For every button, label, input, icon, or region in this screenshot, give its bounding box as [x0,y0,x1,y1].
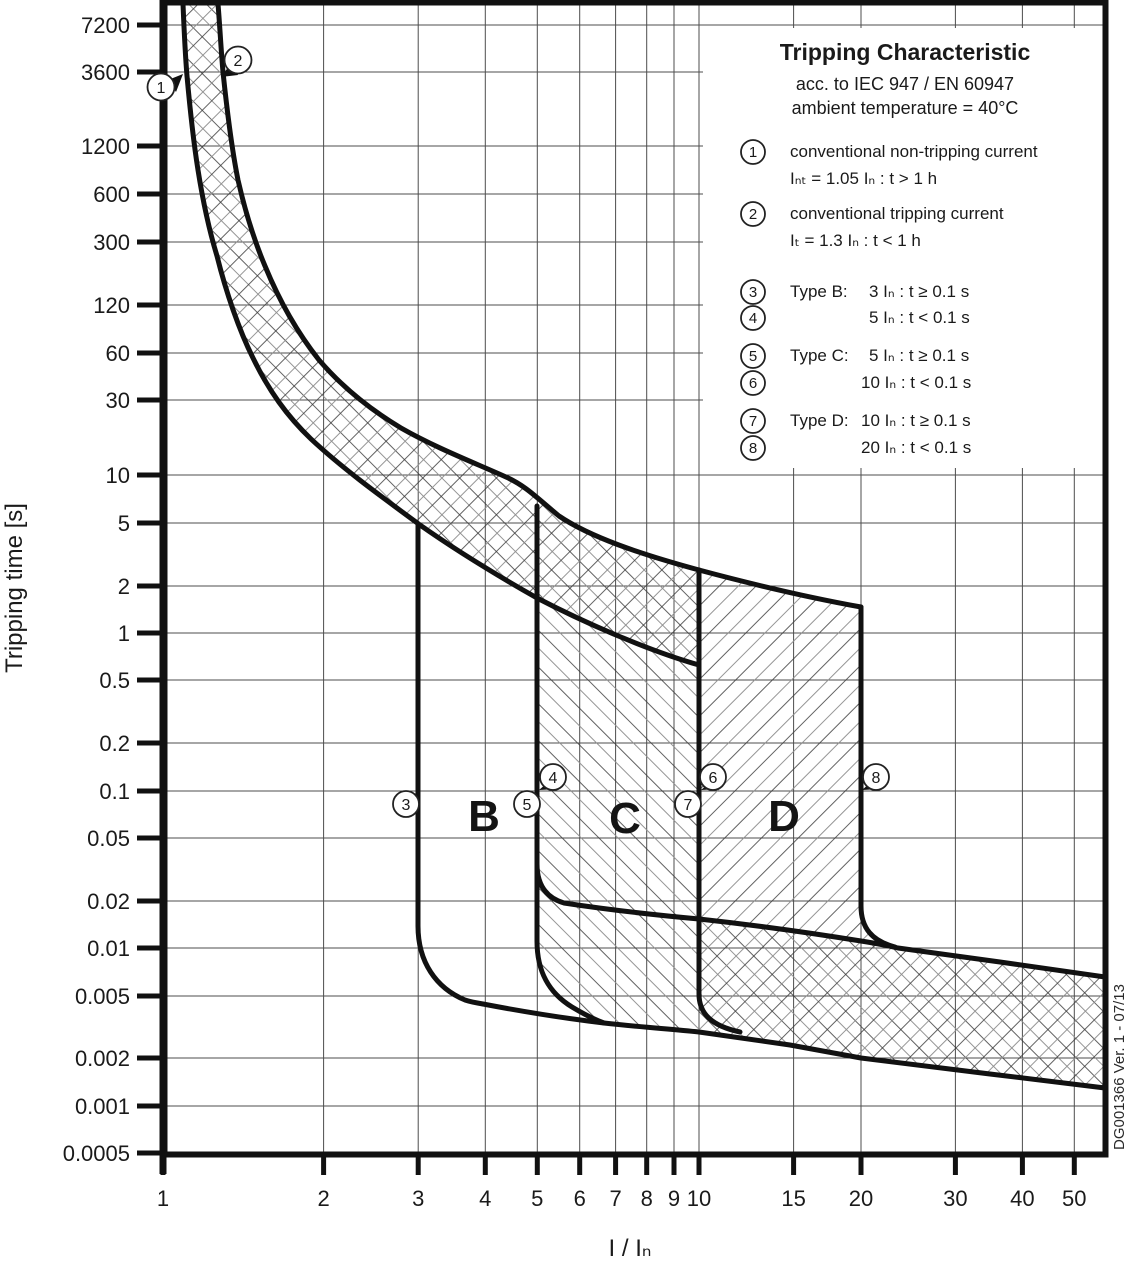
y-tick-label: 0.01 [87,936,130,961]
legend-type-d-spec-2: 20 Iₙ : t < 0.1 s [861,438,972,457]
x-tick-label: 2 [317,1186,330,1211]
x-tick-label: 15 [781,1186,806,1211]
x-tick-label: 1 [156,1186,170,1211]
legend-type-b-spec-2: 5 Iₙ : t < 0.1 s [869,308,970,327]
y-tick-label: 300 [93,230,130,255]
x-tick-label: 10 [686,1186,712,1211]
x-tick-label: 40 [1010,1186,1035,1211]
legend-num-4: 4 [748,310,758,327]
y-tick-label: 0.2 [99,731,130,756]
marker-7-num: 7 [683,797,693,814]
legend-type-b-label: Type B: [790,282,848,301]
legend-num-8: 8 [748,440,758,457]
y-tick-label: 0.0005 [62,1141,130,1166]
legend-num-6: 6 [748,375,758,392]
legend-type-c-label: Type C: [790,346,849,365]
legend-row-2-line-1: conventional tripping current [790,204,1004,223]
document-id-note: DG001366 Ver. 1 - 07/13 [1111,984,1128,1150]
y-tick-label: 30 [105,388,130,413]
y-axis-title: Tripping time [s] [1,503,28,673]
marker-2-num: 2 [233,53,243,70]
legend-type-d-label: Type D: [790,411,849,430]
marker-6-num: 6 [708,770,718,787]
legend-num-1: 1 [748,144,758,161]
y-tick-label: 5 [117,511,130,536]
y-tick-label: 0.5 [99,668,130,693]
legend-num-3: 3 [748,284,758,301]
legend-row-1-line-2: Iₙₜ = 1.05 Iₙ : t > 1 h [790,169,938,188]
y-tick-label: 120 [93,293,130,318]
y-tick-label: 10 [105,463,130,488]
x-tick-label: 20 [848,1186,874,1211]
legend-row-2-line-2: Iₜ = 1.3 Iₙ : t < 1 h [790,231,921,250]
x-tick-label: 8 [640,1186,653,1211]
y-tick-label: 1200 [81,134,130,159]
legend-num-2: 2 [748,206,758,223]
y-tick-label: 0.005 [74,984,130,1009]
region-label-c: C [609,794,641,843]
x-tick-label: 7 [609,1186,622,1211]
y-tick-label: 600 [93,182,130,207]
legend-num-5: 5 [748,348,758,365]
marker-3-num: 3 [401,797,411,814]
y-tick-label: 0.02 [87,889,130,914]
chart-title: Tripping Characteristic [779,39,1031,65]
region-label-b: B [468,792,500,841]
y-tick-label: 0.1 [99,779,130,804]
y-tick-label: 60 [105,341,130,366]
y-tick-label: 0.05 [87,826,130,851]
x-tick-label: 4 [479,1186,492,1211]
chart-subtitle-temperature: ambient temperature = 40°C [791,98,1019,118]
marker-8-num: 8 [871,770,881,787]
legend-row-1-line-1: conventional non-tripping current [790,142,1038,161]
x-tick-label: 30 [943,1186,968,1211]
x-axis-title: I / Iₙ [608,1235,652,1262]
y-tick-label: 1 [117,621,130,646]
x-tick-label: 50 [1062,1186,1087,1211]
y-tick-label: 2 [117,574,130,599]
y-tick-label: 0.002 [74,1046,130,1071]
marker-4-num: 4 [548,770,558,787]
y-tick-label: 3600 [81,60,130,85]
legend-num-7: 7 [748,413,758,430]
x-tick-label: 5 [531,1186,544,1211]
legend-type-c-spec-2: 10 Iₙ : t < 0.1 s [861,373,972,392]
region-label-d: D [768,792,800,841]
y-tick-label: 7200 [81,13,130,38]
x-tick-label: 9 [667,1186,681,1211]
marker-1-num: 1 [156,80,166,97]
legend-type-b-spec-1: 3 Iₙ : t ≥ 0.1 s [869,282,970,301]
x-tick-label: 6 [573,1186,586,1211]
x-tick-label: 3 [412,1186,425,1211]
chart-subtitle-standard: acc. to IEC 947 / EN 60947 [795,74,1015,94]
legend-type-c-spec-1: 5 Iₙ : t ≥ 0.1 s [869,346,970,365]
marker-5-num: 5 [522,797,532,814]
y-tick-label: 0.001 [74,1094,130,1119]
legend-type-d-spec-1: 10 Iₙ : t ≥ 0.1 s [861,411,971,430]
